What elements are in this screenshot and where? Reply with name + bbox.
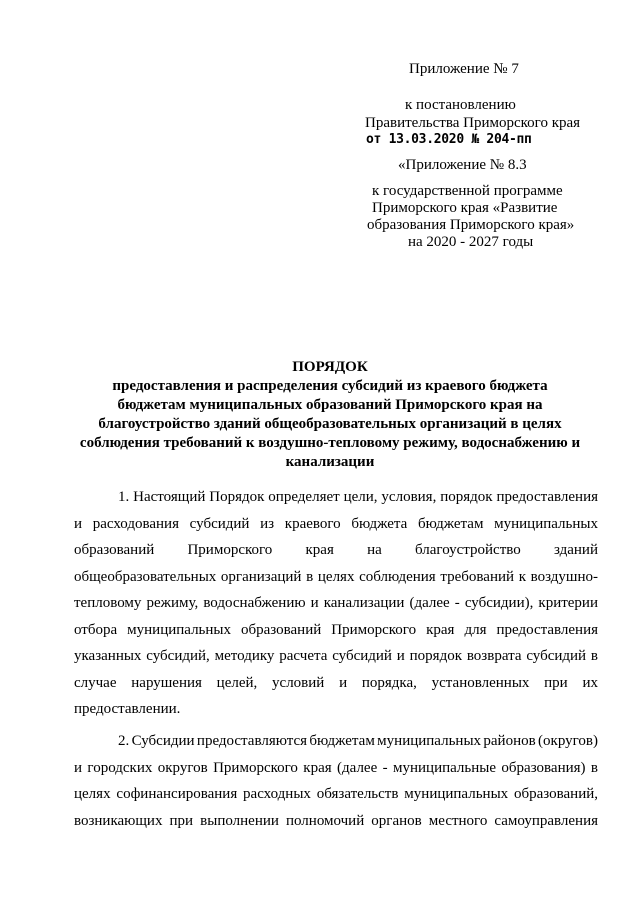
government-name: Правительства Приморского края bbox=[365, 115, 581, 131]
appendix-number: Приложение № 7 bbox=[409, 61, 519, 77]
paragraph-line: отбора муниципальных образований Приморского края для предоставления bbox=[74, 621, 598, 638]
title-line: бюджетам муниципальных образований Приморского края на bbox=[117, 397, 543, 413]
program-name-line1: Приморского края «Развитие bbox=[372, 200, 558, 216]
paragraph-line: случае нарушения целей, условий и порядка, установленных при их bbox=[74, 674, 598, 691]
program-name-line2: образования Приморского края» bbox=[367, 217, 575, 233]
title-line: соблюдения требований к воздушно-тепловому режиму, водоснабжению и bbox=[79, 435, 581, 451]
paragraph-line: предоставлении. bbox=[74, 701, 181, 717]
to-resolution: к постановлению bbox=[405, 97, 516, 113]
program-years: на 2020 - 2027 годы bbox=[408, 234, 534, 250]
paragraph-2 bbox=[74, 728, 598, 834]
paragraph-line: 2. Субсидии предоставляются бюджетам муниципальных районов (округов) bbox=[118, 733, 598, 749]
paragraph-line: указанных субсидий, методику расчета субсидий и порядок возврата субсидий в bbox=[74, 648, 598, 664]
document-title bbox=[60, 358, 600, 472]
paragraph-line: тепловому режиму, водоснабжению и канализации (далее - субсидии), критерии bbox=[74, 595, 598, 611]
resolution-date-number: от 13.03.2020 № 204-пп bbox=[366, 132, 532, 147]
paragraph-1 bbox=[74, 484, 598, 723]
paragraph-line: и городских округов Приморского края (далее - муниципальные образования) в bbox=[74, 759, 598, 776]
to-program: к государственной программе bbox=[372, 183, 563, 199]
paragraph-line: и расходования субсидий из краевого бюджета бюджетам муниципальных bbox=[74, 515, 598, 532]
paragraph-line: возникающих при выполнении полномочий органов местного самоуправления bbox=[74, 812, 598, 829]
title-line: канализации bbox=[285, 454, 375, 470]
title-line: благоустройство зданий общеобразовательных организаций в целях bbox=[98, 416, 562, 432]
title-line: предоставления и распределения субсидий из краевого бюджета bbox=[112, 378, 548, 394]
paragraph-line: целях софинансирования расходных обязательств муниципальных образований, bbox=[74, 786, 598, 802]
paragraph-line: 1. Настоящий Порядок определяет цели, условия, порядок предоставления bbox=[118, 489, 598, 505]
paragraph-line: общеобразовательных организаций в целях соблюдения требований к воздушно- bbox=[74, 568, 598, 585]
paragraph-line: образований Приморского края на благоустройство зданий bbox=[74, 542, 598, 558]
appendix-reference: «Приложение № 8.3 bbox=[398, 157, 527, 173]
title-heading: ПОРЯДОК bbox=[292, 359, 368, 375]
